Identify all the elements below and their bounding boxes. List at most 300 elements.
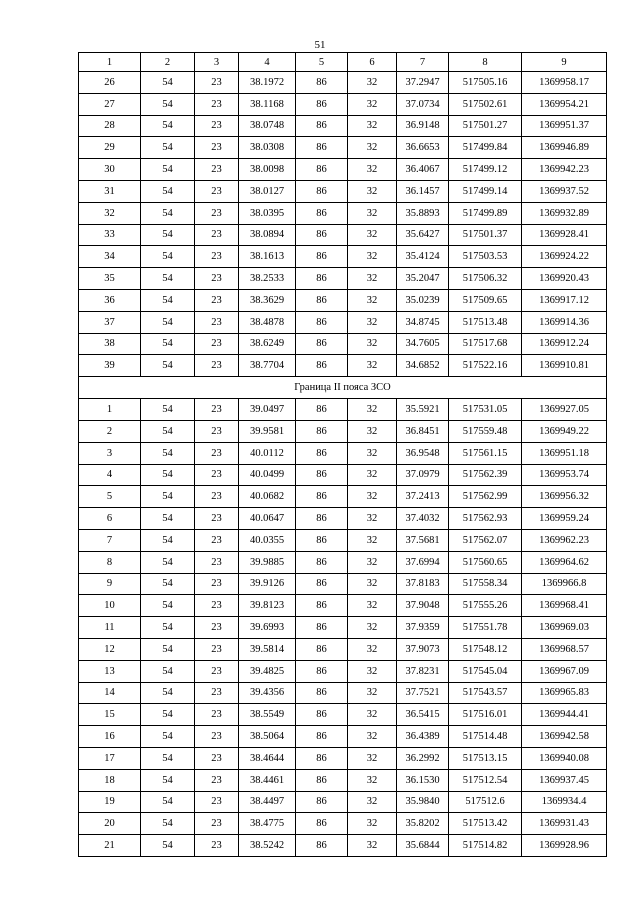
table-cell: 36.9548 [397,442,449,464]
table-cell: 517513.42 [449,813,522,835]
table-cell: 40.0647 [239,508,296,530]
table-cell: 54 [141,464,195,486]
table-cell: 38.1972 [239,72,296,94]
section-title: Граница II пояса ЗСО [79,377,607,399]
table-cell: 35.8893 [397,202,449,224]
table-row [79,464,607,486]
table-cell: 21 [79,835,141,857]
table-cell: 35.6427 [397,224,449,246]
table-cell: 54 [141,399,195,421]
table-cell: 86 [296,115,348,137]
table-cell: 26 [79,72,141,94]
table-cell: 86 [296,638,348,660]
table-cell: 54 [141,159,195,181]
table-cell: 32 [348,246,397,268]
table-cell: 54 [141,115,195,137]
table-cell: 54 [141,508,195,530]
table-cell: 517501.27 [449,115,522,137]
table-cell: 6 [79,508,141,530]
table-cell: 517559.48 [449,420,522,442]
table-cell: 54 [141,769,195,791]
table-cell: 37.8183 [397,573,449,595]
table-cell: 517503.53 [449,246,522,268]
table-cell: 517531.05 [449,399,522,421]
table-cell: 23 [195,93,239,115]
table-cell: 32 [348,835,397,857]
table-cell: 38.4461 [239,769,296,791]
table-row [79,813,607,835]
table-row [79,246,607,268]
table-cell: 23 [195,573,239,595]
table-cell: 23 [195,180,239,202]
table-cell: 32 [348,224,397,246]
table-cell: 517501.37 [449,224,522,246]
table-cell: 35.5921 [397,399,449,421]
table-cell: 37.4032 [397,508,449,530]
header-cell: 9 [522,53,607,72]
table-cell: 23 [195,704,239,726]
table-cell: 86 [296,224,348,246]
table-cell: 32 [348,333,397,355]
table-cell: 1369924.22 [522,246,607,268]
table-cell: 54 [141,180,195,202]
table-cell: 32 [348,660,397,682]
table-cell: 39.9885 [239,551,296,573]
table-cell: 1369962.23 [522,529,607,551]
table-cell: 1369967.09 [522,660,607,682]
table-cell: 1369928.41 [522,224,607,246]
table-cell: 517548.12 [449,638,522,660]
table-cell: 86 [296,726,348,748]
table-cell: 38.4878 [239,311,296,333]
table-cell: 3 [79,442,141,464]
table-cell: 32 [348,791,397,813]
table-cell: 517516.01 [449,704,522,726]
table-cell: 32 [348,180,397,202]
table-cell: 86 [296,246,348,268]
table-cell: 1369942.58 [522,726,607,748]
table-cell: 1369969.03 [522,617,607,639]
table-cell: 86 [296,704,348,726]
table-cell: 23 [195,115,239,137]
table-cell: 23 [195,791,239,813]
table-cell: 517543.57 [449,682,522,704]
table-cell: 38.5549 [239,704,296,726]
table-cell: 38.0127 [239,180,296,202]
table-row [79,202,607,224]
table-cell: 1369917.12 [522,289,607,311]
table-row [79,508,607,530]
table-cell: 86 [296,660,348,682]
table-cell: 54 [141,268,195,290]
table-cell: 517561.15 [449,442,522,464]
table-row [79,704,607,726]
table-cell: 86 [296,573,348,595]
table-cell: 86 [296,333,348,355]
table-cell: 54 [141,704,195,726]
table-cell: 38.1613 [239,246,296,268]
table-cell: 86 [296,72,348,94]
table-cell: 23 [195,202,239,224]
table-cell: 32 [348,137,397,159]
table-cell: 54 [141,726,195,748]
table-cell: 1369940.08 [522,747,607,769]
table-cell: 86 [296,180,348,202]
table-cell: 54 [141,311,195,333]
table-cell: 14 [79,682,141,704]
table-cell: 86 [296,268,348,290]
table-cell: 38.6249 [239,333,296,355]
table-cell: 54 [141,72,195,94]
table-cell: 32 [348,617,397,639]
table-cell: 35.4124 [397,246,449,268]
table-cell: 1369949.22 [522,420,607,442]
table-cell: 54 [141,638,195,660]
table-cell: 54 [141,246,195,268]
table-cell: 86 [296,595,348,617]
table-cell: 54 [141,660,195,682]
table-cell: 10 [79,595,141,617]
table-row [79,289,607,311]
table-cell: 23 [195,529,239,551]
table-cell: 32 [348,464,397,486]
table-cell: 517562.39 [449,464,522,486]
table-cell: 32 [348,813,397,835]
table-cell: 1369968.57 [522,638,607,660]
table-cell: 32 [348,268,397,290]
table-cell: 32 [348,747,397,769]
table-row [79,180,607,202]
table-cell: 32 [348,72,397,94]
table-cell: 37.6994 [397,551,449,573]
table-row [79,224,607,246]
table-cell: 38.4644 [239,747,296,769]
table-cell: 17 [79,747,141,769]
table-cell: 86 [296,289,348,311]
table-cell: 23 [195,508,239,530]
table-cell: 23 [195,137,239,159]
table-cell: 37.9073 [397,638,449,660]
table-cell: 23 [195,224,239,246]
table-cell: 23 [195,246,239,268]
table-cell: 86 [296,835,348,857]
table-row [79,638,607,660]
table-cell: 36.5415 [397,704,449,726]
table-cell: 32 [348,508,397,530]
table-cell: 54 [141,747,195,769]
table-cell: 54 [141,551,195,573]
table-cell: 54 [141,486,195,508]
table-row [79,442,607,464]
table-cell: 54 [141,355,195,377]
table-row [79,311,607,333]
table-cell: 517512.6 [449,791,522,813]
table-cell: 32 [348,573,397,595]
table-row [79,791,607,813]
table-cell: 86 [296,137,348,159]
table-cell: 36.8451 [397,420,449,442]
table-row [79,268,607,290]
table-cell: 15 [79,704,141,726]
header-cell: 7 [397,53,449,72]
table-cell: 86 [296,464,348,486]
table-cell: 33 [79,224,141,246]
table-cell: 39 [79,355,141,377]
table-row [79,137,607,159]
table-cell: 23 [195,355,239,377]
table-cell: 38.7704 [239,355,296,377]
table-cell: 37.8231 [397,660,449,682]
table-cell: 23 [195,268,239,290]
table-cell: 517513.15 [449,747,522,769]
table-cell: 40.0355 [239,529,296,551]
table-cell: 34.8745 [397,311,449,333]
table-cell: 54 [141,289,195,311]
table-cell: 517562.07 [449,529,522,551]
table-cell: 32 [348,726,397,748]
table-cell: 1369959.24 [522,508,607,530]
table-cell: 1369965.83 [522,682,607,704]
table-cell: 86 [296,442,348,464]
table-cell: 517513.48 [449,311,522,333]
table-cell: 35.6844 [397,835,449,857]
table-cell: 517512.54 [449,769,522,791]
table-cell: 38.2533 [239,268,296,290]
table-cell: 54 [141,420,195,442]
table-cell: 86 [296,159,348,181]
table-row [79,486,607,508]
table-cell: 86 [296,791,348,813]
table-cell: 32 [348,769,397,791]
table-cell: 36 [79,289,141,311]
table-cell: 517506.32 [449,268,522,290]
table-cell: 39.0497 [239,399,296,421]
table-cell: 1369937.52 [522,180,607,202]
table-cell: 36.6653 [397,137,449,159]
table-cell: 517502.61 [449,93,522,115]
table-cell: 32 [348,486,397,508]
table-cell: 86 [296,508,348,530]
table-cell: 16 [79,726,141,748]
table-cell: 54 [141,835,195,857]
table-cell: 32 [348,311,397,333]
table-cell: 1369966.8 [522,573,607,595]
coordinates-table [78,52,607,857]
table-row [79,617,607,639]
table-cell: 517522.16 [449,355,522,377]
table-cell: 37.2947 [397,72,449,94]
table-row [79,93,607,115]
table-cell: 517499.14 [449,180,522,202]
table-cell: 34 [79,246,141,268]
table-cell: 23 [195,835,239,857]
table-cell: 86 [296,617,348,639]
table-cell: 23 [195,726,239,748]
table-cell: 28 [79,115,141,137]
table-row [79,115,607,137]
table-cell: 54 [141,224,195,246]
table-cell: 54 [141,617,195,639]
header-cell: 1 [79,53,141,72]
table-row [79,399,607,421]
table-cell: 86 [296,813,348,835]
table-cell: 1369912.24 [522,333,607,355]
table-row [79,333,607,355]
table-cell: 54 [141,442,195,464]
table-cell: 517499.84 [449,137,522,159]
table-cell: 1369944.41 [522,704,607,726]
table-cell: 32 [348,202,397,224]
header-row [79,53,607,72]
table-row [79,573,607,595]
table-cell: 86 [296,486,348,508]
table-cell: 36.1457 [397,180,449,202]
table-cell: 37 [79,311,141,333]
table-cell: 86 [296,311,348,333]
table-cell: 38 [79,333,141,355]
table-cell: 86 [296,420,348,442]
table-cell: 36.2992 [397,747,449,769]
table-cell: 12 [79,638,141,660]
table-cell: 34.7605 [397,333,449,355]
table-cell: 32 [348,289,397,311]
table-cell: 23 [195,595,239,617]
section-row [79,377,607,399]
table-cell: 37.0979 [397,464,449,486]
table-cell: 86 [296,551,348,573]
table-cell: 23 [195,617,239,639]
table-cell: 36.4067 [397,159,449,181]
table-row [79,682,607,704]
table-cell: 1369956.32 [522,486,607,508]
table-cell: 86 [296,529,348,551]
table-cell: 86 [296,93,348,115]
table-cell: 86 [296,747,348,769]
table-cell: 18 [79,769,141,791]
table-cell: 86 [296,202,348,224]
table-cell: 54 [141,529,195,551]
table-cell: 39.9581 [239,420,296,442]
table-cell: 23 [195,638,239,660]
table-cell: 40.0112 [239,442,296,464]
table-cell: 5 [79,486,141,508]
table-cell: 23 [195,813,239,835]
table-cell: 7 [79,529,141,551]
table-cell: 20 [79,813,141,835]
table-cell: 517562.99 [449,486,522,508]
table-cell: 36.9148 [397,115,449,137]
table-cell: 32 [348,529,397,551]
table-row [79,420,607,442]
table-cell: 54 [141,202,195,224]
table-cell: 37.2413 [397,486,449,508]
table-cell: 517499.89 [449,202,522,224]
table-cell: 35.2047 [397,268,449,290]
table-cell: 38.0894 [239,224,296,246]
table-cell: 23 [195,486,239,508]
table-cell: 1369934.4 [522,791,607,813]
table-row [79,769,607,791]
table-cell: 54 [141,595,195,617]
table-cell: 23 [195,420,239,442]
table-row [79,159,607,181]
table-cell: 27 [79,93,141,115]
table-cell: 517517.68 [449,333,522,355]
table-row [79,726,607,748]
table-cell: 54 [141,573,195,595]
table-cell: 1369968.41 [522,595,607,617]
header-cell: 3 [195,53,239,72]
table-cell: 1369946.89 [522,137,607,159]
table-cell: 23 [195,660,239,682]
table-cell: 23 [195,464,239,486]
table-cell: 35.9840 [397,791,449,813]
table-cell: 32 [348,399,397,421]
table-cell: 32 [348,93,397,115]
table-cell: 1369928.96 [522,835,607,857]
table-cell: 23 [195,399,239,421]
table-cell: 23 [195,769,239,791]
table-cell: 39.6993 [239,617,296,639]
table-cell: 32 [348,442,397,464]
table-cell: 1369910.81 [522,355,607,377]
table-row [79,660,607,682]
table-cell: 32 [348,551,397,573]
table-cell: 32 [348,420,397,442]
table-cell: 32 [348,115,397,137]
table-cell: 32 [348,638,397,660]
table-cell: 517555.26 [449,595,522,617]
table-cell: 38.0098 [239,159,296,181]
table-cell: 40.0682 [239,486,296,508]
table-cell: 40.0499 [239,464,296,486]
table-cell: 38.4497 [239,791,296,813]
table-cell: 8 [79,551,141,573]
table-cell: 39.8123 [239,595,296,617]
table-cell: 35 [79,268,141,290]
table-cell: 38.1168 [239,93,296,115]
table-cell: 1369937.45 [522,769,607,791]
table-cell: 29 [79,137,141,159]
table-cell: 54 [141,137,195,159]
table-cell: 34.6852 [397,355,449,377]
table-cell: 39.5814 [239,638,296,660]
table-cell: 32 [79,202,141,224]
table-cell: 32 [348,159,397,181]
table-row [79,72,607,94]
header-cell: 8 [449,53,522,72]
table-cell: 23 [195,333,239,355]
table-cell: 517505.16 [449,72,522,94]
table-cell: 517562.93 [449,508,522,530]
table-cell: 30 [79,159,141,181]
table-cell: 1369932.89 [522,202,607,224]
table-cell: 517551.78 [449,617,522,639]
table-cell: 32 [348,355,397,377]
table-cell: 37.0734 [397,93,449,115]
table-cell: 1369958.17 [522,72,607,94]
table-cell: 37.7521 [397,682,449,704]
table-cell: 1369914.36 [522,311,607,333]
table-row [79,595,607,617]
header-cell: 6 [348,53,397,72]
table-cell: 23 [195,682,239,704]
table-cell: 19 [79,791,141,813]
table-cell: 38.3629 [239,289,296,311]
table-cell: 517499.12 [449,159,522,181]
table-cell: 1369942.23 [522,159,607,181]
table-cell: 38.5064 [239,726,296,748]
